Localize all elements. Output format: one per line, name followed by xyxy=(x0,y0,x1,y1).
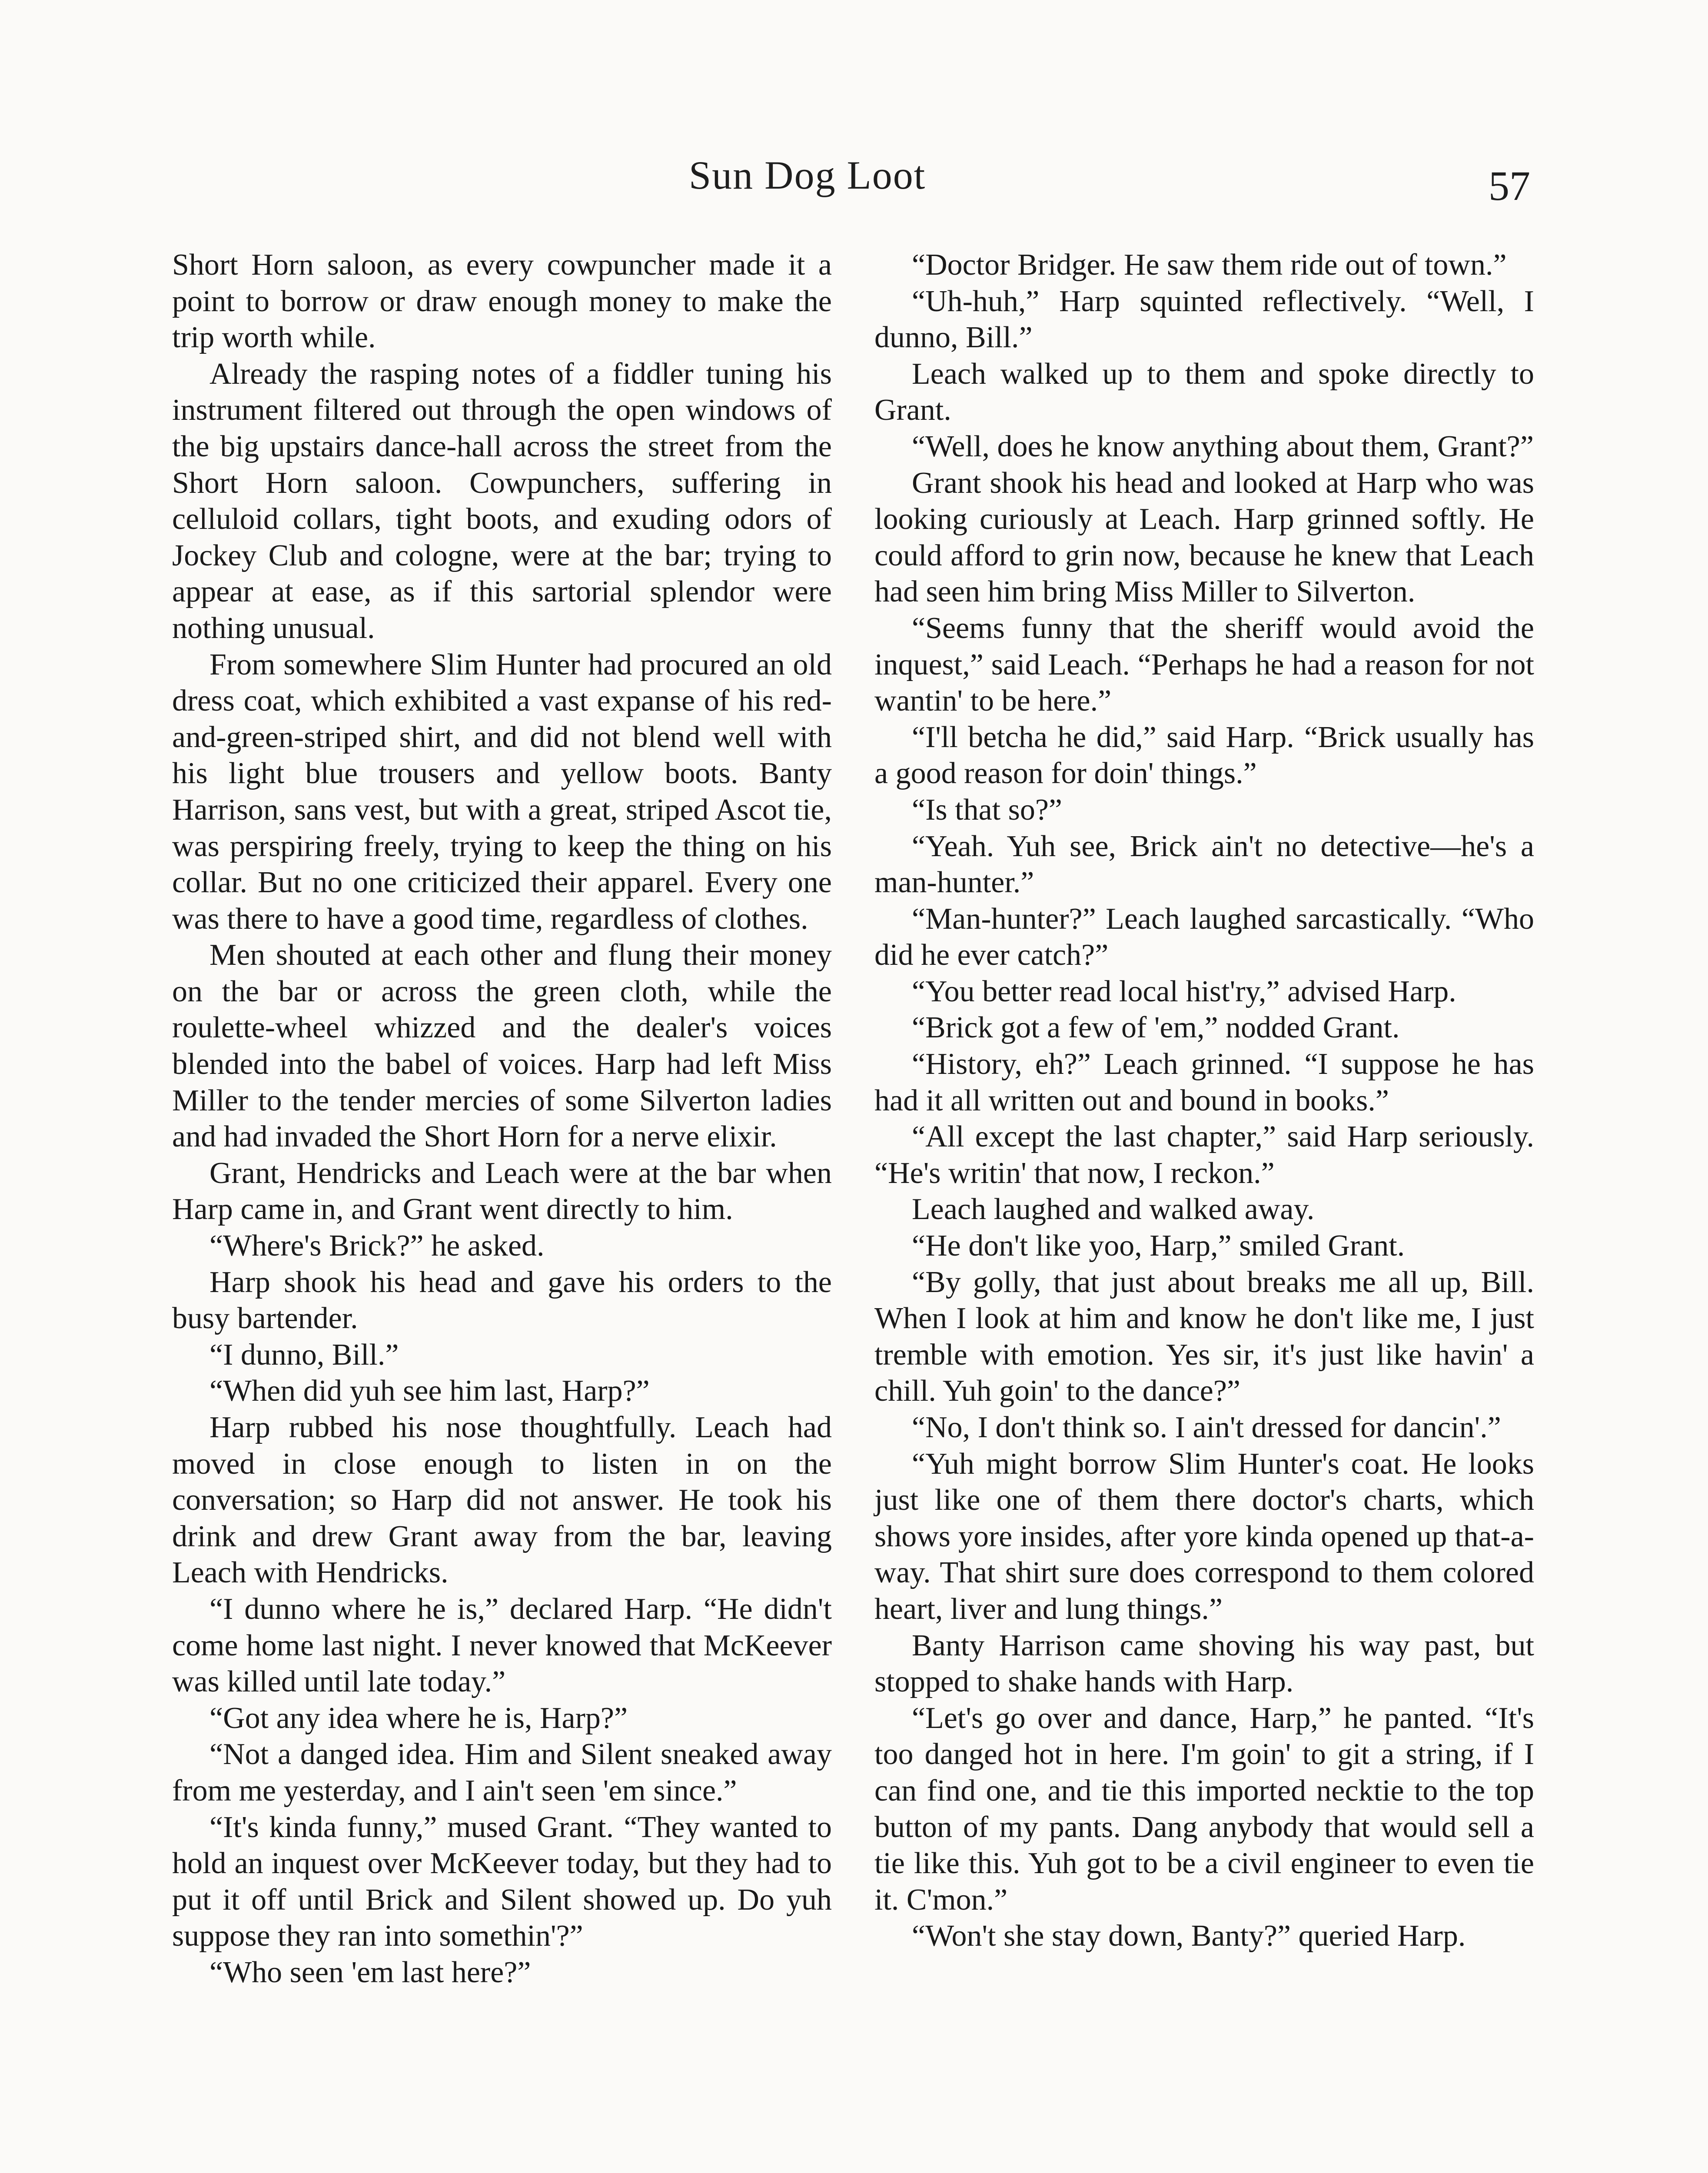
paragraph: “All except the last chapter,” said Harp seriously. “He's writin' that now, I reckon.” xyxy=(874,1120,1534,1190)
paragraph: “Who seen 'em last here?” xyxy=(209,1955,531,1989)
paragraph: “Is that so?” xyxy=(912,793,1062,827)
paragraph: “Yuh might borrow Slim Hunter's coat. He looks just like one of them there doctor's charts, which shows yore insides, after yore kinda opened up that-a-way. That shirt sure does correspond to them colored heart, liver and lung things.” xyxy=(874,1447,1534,1626)
paragraph: “I dunno, Bill.” xyxy=(209,1338,399,1372)
paragraph: “Doctor Bridger. He saw them ride out of town.” xyxy=(912,248,1507,282)
paragraph: Short Horn saloon, as every cowpuncher made it a point to borrow or draw enough money to make the trip worth while. xyxy=(172,248,832,355)
paragraph: Harp rubbed his nose thoughtfully. Leach had moved in close enough to listen in on the conversation; so Harp did not answer. He took his drink and drew Grant away from the bar, leaving Leach with Hendricks. xyxy=(172,1411,832,1590)
page-number: 57 xyxy=(1489,163,1530,209)
paragraph: “Man-hunter?” Leach laughed sarcastically. “Who did he ever catch?” xyxy=(874,902,1534,972)
paragraph: Banty Harrison came shoving his way past, but stopped to shake hands with Harp. xyxy=(874,1628,1534,1699)
paragraph: “By golly, that just about breaks me all up, Bill. When I look at him and know he don't like me, I just tremble with emotion. Yes sir, it's just like havin' a chill. Yuh goin' to the dance?” xyxy=(874,1265,1534,1408)
paragraph: Leach laughed and walked away. xyxy=(912,1193,1315,1226)
paragraph: Leach walked up to them and spoke directly to Grant. xyxy=(874,357,1534,427)
text-column-left xyxy=(172,247,832,1991)
running-head-title: Sun Dog Loot xyxy=(689,153,926,197)
paragraph: “You better read local hist'ry,” advised Harp. xyxy=(912,974,1456,1008)
paragraph: “Won't she stay down, Banty?” queried Harp. xyxy=(912,1919,1466,1953)
paragraph: “Where's Brick?” he asked. xyxy=(209,1229,545,1263)
paragraph: “Got any idea where he is, Harp?” xyxy=(209,1701,628,1735)
paragraph: “History, eh?” Leach grinned. “I suppose he has had it all written out and bound in books.” xyxy=(874,1047,1534,1117)
paragraph: “Uh-huh,” Harp squinted reflectively. “Well, I dunno, Bill.” xyxy=(874,284,1534,355)
paragraph: “It's kinda funny,” mused Grant. “They wanted to hold an inquest over McKeever today, but they had to put it off until Brick and Silent showed up. Do yuh suppose they ran into somethin'?” xyxy=(172,1810,832,1953)
paragraph: “He don't like yoo, Harp,” smiled Grant. xyxy=(912,1229,1405,1263)
text-column-right xyxy=(874,247,1534,1954)
paragraph: “No, I don't think so. I ain't dressed for dancin'.” xyxy=(912,1411,1501,1444)
paragraph: Grant, Hendricks and Leach were at the bar when Harp came in, and Grant went directly to him. xyxy=(172,1156,832,1226)
paragraph: “Brick got a few of 'em,” nodded Grant. xyxy=(912,1011,1400,1045)
paragraph: Men shouted at each other and flung their money on the bar or across the green cloth, while the roulette-wheel whizzed and the dealer's voices blended into the babel of voices. Harp had left Miss Miller to the tender mercies of some Silverton ladies and had invaded the Short Horn for a nerve elixir. xyxy=(172,938,832,1154)
paragraph: “When did yuh see him last, Harp?” xyxy=(209,1374,650,1408)
paragraph: “Seems funny that the sheriff would avoid the inquest,” said Leach. “Perhaps he had a reason for not wantin' to be here.” xyxy=(874,611,1534,718)
paragraph: “Well, does he know anything about them, Grant?” xyxy=(912,429,1534,463)
paragraph: “Not a danged idea. Him and Silent sneaked away from me yesterday, and I ain't seen 'em since.” xyxy=(172,1738,832,1808)
paragraph: “I dunno where he is,” declared Harp. “He didn't come home last night. I never knowed that McKeever was killed until late today.” xyxy=(172,1592,832,1699)
paragraph: “Let's go over and dance, Harp,” he panted. “It's too danged hot in here. I'm goin' to git a string, if I can find one, and tie this imported necktie to the top button of my pants. Dang anybody that would sell a tie like this. Yuh got to be a civil engineer to even tie it. C'mon.” xyxy=(874,1701,1534,1917)
paragraph: From somewhere Slim Hunter had procured an old dress coat, which exhibited a vast expanse of his red-and-green-striped shirt, and did not blend well with his light blue trousers and yellow boots. Banty Harrison, sans vest, but with a great, striped Ascot tie, was perspiring freely, trying to keep the thing on his collar. But no one criticized their apparel. Every one was there to have a good time, regardless of clothes. xyxy=(172,648,832,936)
paragraph: “Yeah. Yuh see, Brick ain't no detective—he's a man-hunter.” xyxy=(874,829,1534,900)
paragraph: Harp shook his head and gave his orders to the busy bartender. xyxy=(172,1265,832,1336)
paragraph: Grant shook his head and looked at Harp who was looking curiously at Leach. Harp grinned softly. He could afford to grin now, because he knew that Leach had seen him bring Miss Miller to Silverton. xyxy=(874,466,1534,609)
paragraph: Already the rasping notes of a fiddler tuning his instrument filtered out through the open windows of the big upstairs dance-hall across the street from the Short Horn saloon. Cowpunchers, suffering in celluloid collars, tight boots, and exuding odors of Jockey Club and cologne, were at the bar; trying to appear at ease, as if this sartorial splendor were nothing unusual. xyxy=(172,357,832,645)
paragraph: “I'll betcha he did,” said Harp. “Brick usually has a good reason for doin' things.” xyxy=(874,720,1534,791)
